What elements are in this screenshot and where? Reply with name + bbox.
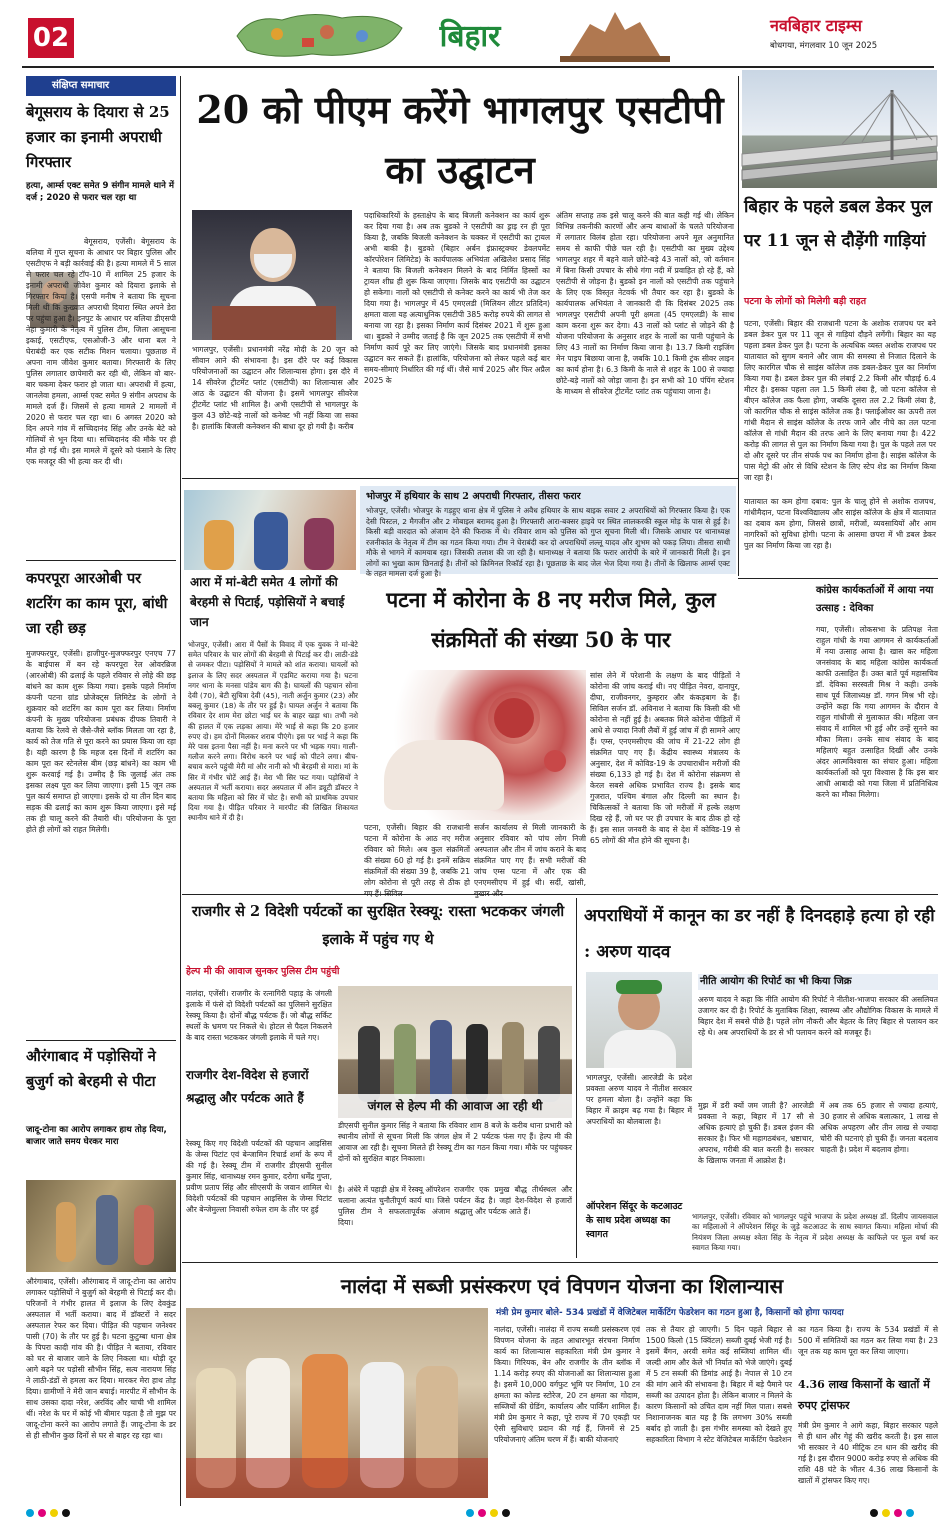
arun-headline: अपराधियों में कानून का डर नहीं है दिनदहाड़े हत्या हो रही : अरुण यादव <box>584 906 935 962</box>
corona-photo <box>364 670 586 820</box>
bihar-map-illustration <box>232 6 407 62</box>
nalanda-col-3b: मंत्री प्रेम कुमार ने आगे कहा, बिहार सरकार पहले से ही धान और गेहूं की खरीद करती है। इस साल भी सरकार ने 40 मीट्रिक टन धान की खरीद की गई है। इस दौरान 9000 करोड़ रुपए से अधिक की राशि 48 घंटे के भीतर 4.36 लाख किसानों के खातों में ट्रांसफर किए गए। <box>798 1421 938 1485</box>
arun-body-3: में अब तक 65 हजार से ज्यादा हत्याएं, 30 हजार से अधिक बलात्कार, 1 लाख से अधिक अपहरण और तीन लाख से ज्यादा चोरी की घटनाएं हो चुकी हैं। जनता बदलाव चाहती है। प्रदेश में बदलाव होगा। <box>820 1101 938 1154</box>
rajgir-headline: राजगीर से 2 विदेशी पर्यटकों का सुरक्षित रेस्क्यू: रास्ता भटककर जंगली इलाके में पहुंच गए थे <box>191 903 565 948</box>
page-number-box: 02 <box>28 18 74 58</box>
lead-col-1: पदाधिकारियों के हस्ताक्षेप के बाद बिजली कनेक्शन का कार्य शुरू कर दिया गया है। अब तक बुडको ने एसटीपी का ड्राइ रन ही पूरा किया है, जबकि बिजली कनेक्शन के चक्कर में एसटीपी का ट्रायल अभी बाकी है। बुडको (बिहार अर्बन इंफ्रास्ट्रक्चर डेवलपमेंट कॉरपोरेशन लिमिटेड) के कार्यपालक अभियंता अखिलेश प्रसाद सिंह ने बताया कि बिजली कनेक्शन मिलने के बाद निर्मित हिस्सों का ट्रायल शीघ्र ही शुरू किया जाएगा। जिसके बाद एसटीपी का उद्घाटन हो सकेगा। नालों को एसटीपी से कनेक्ट करने का कार्य भी तेज कर दिया गया है। भागलपुर में 45 एमएलडी (मिलियन लीटर प्रतिदिन) क्षमता वाला यह अत्याधुनिक एसटीपी 385 करोड़ रुपये की लागत से बनाया जा रहा है। इसका निर्माण कार्य दिसंबर 2021 में शुरू हुआ था। बुडको ने उम्मीद जताई है कि जून 2025 तक एसटीपी में सभी निर्माण कार्य पूरे कर लिए जाएंगे। जिसके बाद प्रधानमंत्री इसका उद्घाटन कर सकते हैं। हालांकि, परियोजना को लेकर पहले कई बार समय-सीमाएं निर्धारित की गई थीं। जैसे मार्च 2025 और फिर अप्रैल 2025 के <box>364 211 550 385</box>
bridge-headline: बिहार के पहले डबल डेकर पुल पर 11 जून से दौड़ेंगी गाड़ियां <box>744 197 932 251</box>
bhojpur-body: भोजपुर, एजेंसी। भोजपुर के गड़हुए थाना क्षेत्र में पुलिस ने अवैध हथियार के साथ बाइक सवार 2 अपराधियों को गिरफ्तार किया है। एक देसी पिस्टल, 2 मैगजीन और 2 मोबाइल बरामद हुआ है। गिरफ्तारी आरा-बक्सर हाइवे पर स्थित लालकरकी स्कूल मोड़ के पास से हुई है। किसी बड़ी वारदात को अंजाम देने की फिराक में थे। रविवार शाम को पुलिस को गुप्त सूचना मिली थी। जिसके आधार पर थानाध्यक्ष रजनीकांत के नेतृत्व में टीम का गठन किया गया। टीम ने घेराबंदी कर दो अपराधियों लल्लू यादव और शुभम को पकड़ लिया। तीसरा साथी मौके से भागने में कामयाब रहा। जिसकी तलाश की जा रही है। थानाध्यक्ष ने बताया कि फरार आरोपी के बारे में जानकारी मिली है। इन लोगों का भुखा काम छिनताई है। तीनों को क्रिमिनल रिकॉर्ड रहा है। पूछताछ के बाद जेल भेज दिया गया है। तीनों के खिलाफ आर्म्स एक्ट के तहत मामला दर्ज हुआ है। <box>366 506 730 578</box>
arun-subhead: नीति आयोग की रिपोर्ट का भी किया जिक्र <box>698 974 938 990</box>
rajgir-body: नालंदा, एजेंसी। राजगीर के रत्नागिरी पहाड़ के जंगली इलाके में फंसे दो विदेशी पर्यटकों का पुलिसने सुरक्षित रेस्क्यू किया है। दोनों बौद्ध पर्यटक हैं। जो बौद्ध सर्किट स्थलों के भ्रमण पर निकले थे। होटल से पैदल निकलने के बाद रास्ता भटककर जंगली इलाके में चले गए। <box>186 989 332 1042</box>
newspaper-name: नवबिहार टाइम्स <box>770 16 862 35</box>
nalanda-subhead: मंत्री प्रेम कुमार बोले- 534 प्रखंडों में वेजिटेबल मार्केटिंग फेडरेशन का गठन हुआ है, किसानों को होगा फायदा <box>496 1308 844 1318</box>
rajgir-photo <box>338 986 572 1118</box>
lead-photo-modi <box>192 210 352 340</box>
nalanda-photo <box>186 1308 488 1498</box>
rajgir-body-5: राजगीर एक प्रमुख बौद्ध तीर्थस्थल और पर्यटन केंद्र है। जहां देश-विदेश से हजारों श्रद्धालु और पर्यटक आते हैं। <box>454 1185 572 1216</box>
congress-body: गया, एजेंसी। लोकसभा के प्रतिपक्ष नेता राहुल गांधी के गया आगमन से कार्यकर्ताओं में नया उत्साह आया है। खास कर महिला जनसंवाद के बाद महिला कांग्रेस कार्यकर्ता काफी उत्साहित हैं। उक्त बातें पूर्व महासचिव डॉ. देविका सरस्वती मिश्र ने कही। उनके साथ पूर्व जिलाध्यक्ष डॉ. गगन मिश्र भी रहे। उन्होंने कहा कि गया आगमन के दौरान वे राहुल गांधीजी से मुलाकात की। महिला जन संवाद में शामिल भी हुई और उन्हें सुनने का मौका मिला। उनके साथ संवाद के बाद महिलाएं बहुत उत्साहित दिखीं और उनके अंदर आत्मविश्वास का संचार हुआ। महिला कार्यकर्ताओं को पूरा विश्वास है कि इस बार आधी आबादी को गया जिला में प्रतिनिधित्व करने का मौका मिलेगा। <box>816 625 938 799</box>
sidebar-3-subhead: जादू-टोना का आरोप लगाकर हाथ तोड़ दिया, बाजार जाते समय घेरकर मारा <box>26 1125 167 1147</box>
sidebar-3-body: औरंगाबाद, एजेंसी। औरंगाबाद में जादू-टोना का आरोप लगाकर पड़ोसियों ने बुजुर्ग को बेरहमी से पिटाई कर दी। परिजनों ने गंभीर हालत में इलाज के लिए देवकुंड अस्पताल में भर्ती कराया। बाद में डॉक्टरों ने सदर अस्पताल रेफर कर दिया। पीड़ित की पहचान जनेश्वर पासी (70) के तौर पर हुई है। घटना कुटुम्बा थाना क्षेत्र के पिपरा कादी गांव की है। पीड़ित ने बताया, रविवार को घर से बाजार जाने के लिए निकला था। थोड़ी दूर आगे बढ़ने पर पड़ोसी सौभीन सिंह, सत्य नारायण सिंह ने लाठी-डंडों से हमला कर दिया। मारकर मेरा हाथ तोड़ दिया। ग्रामीणों ने मेरी जान बचाई। मारपीट में सौभीन के साथ उसका दादा नरेश, अरविंद और चाची भी शामिल थीं। नरेश के घर में कोई भी बीमार पड़ता है तो मुझ पर जादू-टोना करने का आरोप लगाते हैं। जादू-टोना के डर से ही सौभीन कुछ दिनों से घर से बाहर रह रहा था। <box>26 1277 176 1440</box>
arun-body-2: मुझ में डरी क्यों जम जाती है? आरजेडी प्रवक्ता ने कहा, बिहार में 17 सौ से अधिक हत्याएं हो चुकी हैं। डबल इंजन की सरकार है। फिर भी महागठबंधन, भ्रष्टाचार, अपराध, गरीबी की बात करती है। सरकार के खिलाफ जनता में आक्रोश है। <box>698 1101 814 1165</box>
bridge-body: पटना, एजेंसी। बिहार की राजधानी पटना के अशोक राजपथ पर बने डबल डेकर पुल पर 11 जून से गाड़ियां दौड़ने लगेंगी। बिहार का यह पहला डबल डेकर पुल है। पटना के अत्यधिक व्यस्त अशोक राजपथ पर यातायात को सुगम बनाने और जाम की समस्या से निजात दिलाने के लिए कारगिल चौक से साइंस कॉलेज तक डबल-डेकर पुल का निर्माण किया गया है। डबल डेकर पुल की लंबाई 2.2 किमी और चौड़ाई 6.4 मीटर है। इसका पहला तल 1.5 किमी लंबा है, जो पटना कॉलेज से बीएन कॉलेज तक फैला होगा, जबकि दूसरा तल 2.2 किमी लंबा है, जो कारगिल चौक से साइंस कॉलेज तक है। फ्लाईओवर का ऊपरी तल गांधी मैदान से साइंस कॉलेज के तरफ जाने और नीचे का तल पटना कॉलेज से गांधी मैदान की तरफ आने के लिए बनाया गया है। 422 करोड़ की लागत से पुल का निर्माण किया गया है। पुल के पहले तल पर दो और दूसरे पर तीन संपर्क पथ का निर्माण होना है। साइंस कॉलेज के पास मेट्रो की ओर से विधि स्टेशन के लिए स्टेप शेड का निर्माण किया जा रहा है। <box>744 319 936 482</box>
lead-photo-caption: भागलपुर, एजेंसी। प्रधानमंत्री नरेंद्र मोदी के 20 जून को सीवान आने की संभावना है। इस दौरे पर कई विकास परियोजनाओं का उद्घाटन और शिलान्यास होगा। इस दौरे में 14 सीवरेज ट्रीटमेंट प्लांट (एसटीपी) का शिलान्यास और आठ के उद्घाटन की योजना है। इसमें भागलपुर सीवरेज ट्रीटमेंट प्लांट भी शामिल है। अभी एसटीपी से भागलपुर के कुल 43 छोटे-बड़े नालों को कनेक्ट भी नहीं किया जा सका है। हालांकि बिजली कनेक्शन की बाधा दूर हो गयी है। करीब <box>192 345 358 431</box>
bhojpur-box <box>360 486 736 578</box>
arun-photo-caption: भागलपुर, एजेंसी। आरजेडी के प्रदेश प्रवक्ता अरुण यादव ने नीतीश सरकार पर हमला बोला है। उन्होंने कहा कि बिहार में क्राइम बढ़ गया है। बिहार में अपराधियों का बोलबाला है। <box>586 1073 692 1126</box>
bridge-body-2: यातायात का कम होगा दबाव: पुल के चालू होने से अशोक राजपथ, गांधीमैदान, पटना विश्वविद्यालय और साइंस कॉलेज के क्षेत्र में यातायात का दबाव कम होगा, जिससे छात्रों, मरीजों, व्यवसायियों और आम नागरिकों को सुविधा होगी। पटना के आसमा छपरा में भी डबल डेकर पुल का निर्माण किया जा रहा है। <box>744 497 936 550</box>
arun-body-1: अरुण यादव ने कहा कि नीति आयोग की रिपोर्ट ने नीतीश-भाजपा सरकार की असलियत उजागर कर दी है। रिपोर्ट के मुताबिक शिक्षा, स्वास्थ्य और औद्योगिक विकास के मामले में बिहार देश में सबसे पीछे है। पहले लोग नौकरी और बेहतर के लिए बिहार से पलायन कर रहे थे। अब अपराधियों के डर से भी पलायन करने को मजबूर हैं। <box>698 995 938 1037</box>
sidebar-3-headline: औरंगाबाद में पड़ोसियों ने बुजुर्ग को बेरहमी से पीटा <box>26 1048 156 1090</box>
rajgir-body-4: है। अंधेरे में पहाड़ी क्षेत्र में रेस्क्यू ऑपरेशन चलाना अत्यंत चुनौतीपूर्ण कार्य था। जिसे पुलिस टीम ने सफलतापूर्वक अंजाम दिया। <box>338 1185 450 1227</box>
rajgir-body-3: डीएसपी सुनील कुमार सिंह ने बताया कि रविवार शाम 8 बजे के करीब थाना प्रभारी को स्थानीय लोगों से सूचना मिली कि जंगल क्षेत्र में 2 पर्यटक फंस गए हैं। हेल्प मी की आवाज आ रही है। सूचना मिलते ही रेस्क्यू टीम का गठन किया गया। मौके पर पहुंचकर दोनों को सुरक्षित बाहर निकाला। <box>338 1121 572 1163</box>
corona-headline: पटना में कोरोना के 8 नए मरीज मिले, कुल संक्रमितों की संख्या 50 के पार <box>386 587 716 652</box>
sindoor-body: भागलपुर, एजेंसी। रविवार को भागलपुर पहुंचे भाजपा के प्रदेश अध्यक्ष डॉ. दिलीप जायसवाल का महिलाओं ने ऑपरेशन सिंदूर के जुड़े कटआउट के साथ स्वागत किया। महिला मोर्चा की नियंत्रण जिला अध्यक्ष श्वेता सिंह के नेतृत्व में प्रदेश अध्यक्ष के काफिले पर फूल वर्षा कर स्वागत किया गया। <box>692 1212 938 1253</box>
rajgir-body-2: रेस्क्यू किए गए विदेशी पर्यटकों की पहचान आइसिस के जेम्स पिटांट एवं बेन्जामिन रिचार्ड शर्मा के रूप में की गई है। रेस्क्यू टीम में राजगीर डीएसपी सुनील कुमार सिंह, थानाध्यक्ष रमन कुमार, दरोगा धर्मेंद्र गुप्ता, प्रवीण प्रताप सिंह और सीएसपी के जवान शामिल थे। विदेशी पर्यटकों की पहचान आइसिस के जेम्स पिटांट और बेन्जेमुल्ला निवासी रुफेल राम के तौर पर हुई <box>186 1139 332 1214</box>
nalanda-col-2: तक से तैयार हो जाएगी। 5 दिन पहले बिहार से 1500 किलो (15 क्विंटल) सब्जी दुबई भेजी गई है। इसमें बैंगन, अरवी समेत कई सब्जियां शामिल थीं। जल्दी आम और केले भी निर्यात को भेजे जाएंगे। दुबई में 5 टन सब्जी की डिमांड आई है। नेपाल से 10 टन की मांग आने की संभावना है। बिहार में बड़े पैमाने पर सब्जी का उत्पादन होता है। लेकिन बाजार न मिलने के कारण किसानों को उचित दाम नहीं मिल पाता। सबसे निशानाजनक बात यह है कि लगभग 30% सब्जी बर्बाद हो जाती है। इस गंभीर समस्या को देखते हुए सहकारिता विभाग ने स्टेट वेजिटेबल मार्केटिंग फेडरेशन <box>646 1325 792 1444</box>
lead-headline: 20 को पीएम करेंगे भागलपुर एसटीपी का उद्घाटन <box>196 87 724 192</box>
rajgir-subhead-2: राजगीर देश-विदेश से हजारों श्रद्धालु और पर्यटक आते हैं <box>186 1068 309 1105</box>
sindoor-headline: ऑपरेशन सिंदूर के कटआउट के साथ प्रदेश अध्यक्ष का स्वागत <box>586 1201 683 1240</box>
sidebar-3-photo <box>26 1180 176 1272</box>
sidebar-1-headline: बेगूसराय के दियारा से 25 हजार का इनामी अपराधी गिरफ्तार <box>26 103 170 171</box>
ara-photo <box>184 490 356 570</box>
ara-headline: आरा में मां-बेटी समेत 4 लोगों की बेरहमी से पिटाई, पड़ोसियों ने बचाई जान <box>190 575 345 629</box>
statue-illustration <box>560 4 670 62</box>
bhojpur-headline: भोजपुर में हथियार के साथ 2 अपराधी गिरफ्तार, तीसरा फरार <box>366 491 581 502</box>
issue-date: बोधगया, मंगलवार 10 जून 2025 <box>770 41 878 51</box>
nalanda-headline: नालंदा में सब्जी प्रसंस्करण एवं विपणन योजना का शिलान्यास <box>340 1274 784 1298</box>
arun-photo <box>586 972 692 1068</box>
corona-col-1: पटना, एजेंसी। बिहार की राजधानी पटना में कोरोना के आठ नए मरीज रविवार को मिले। अब कुल संक्रमितों की संख्या 60 हो गई है। इनमें सक्रिय संक्रमितों की संख्या 39 है, जबकि 21 लोग कोरोना से पूरी तरह से ठीक हो <box>364 823 470 887</box>
section-title: बिहार <box>439 19 501 54</box>
registration-marks <box>20 1504 925 1516</box>
sidebar-2-headline: कपरपूरा आरओबी पर शटरिंग का काम पूरा, बांधी जा रही छड़ <box>26 570 168 637</box>
sidebar-1-subhead: हत्या, आर्म्स एक्ट समेत 9 संगीन मामले थाने में दर्ज ; 2020 से फरार चल रहा था <box>26 181 175 203</box>
congress-headline: कांग्रेस कार्यकर्ताओं में आया नया उत्साह : देविका <box>816 585 934 614</box>
nalanda-subhead-2: 4.36 लाख किसानों के खातों में रुपए ट्रांसफर <box>798 1378 930 1412</box>
nalanda-col-3: का गठन किया है। राज्य के 534 प्रखंडों में से 500 में समितियों का गठन कर लिया गया है। 23 जून तक यह काम पूरा कर लिया जाएगा। <box>798 1325 938 1356</box>
rajgir-photo-overlay: जंगल से हेल्प मी की आवाज आ रही थी <box>338 1094 572 1118</box>
corona-col-2: सर्जन कार्यालय से मिली जानकारी के अनुसार रविवार को पांच लोग निजी अस्पताल और तीन में जांच कराने के बाद संक्रमित पाए गए हैं। सभी मरीजों की जांच एम्स पटना में और एक की एनएमसीएच में हुई थी। सर्दी, खांसी, <box>474 823 586 887</box>
lead-col-2: अंतिम सप्ताह तक इसे चालू करने की बात कही गई थी। लेकिन विभिन्न तकनीकी कारणों और अन्य बाधाओं के चलते परियोजना में लगातार विलंब होता रहा। परियोजना अपने मूल अनुमानित समय से काफी पीछे चल रही है। एसटीपी का मुख्य उद्देश्य भागलपुर शहर में बहने वाले छोटे-बड़े 43 नालों को, जो वर्तमान में बिना किसी उपचार के सीधे गंगा नदी में प्रवाहित हो रहे हैं, को एसटीपी से जोड़ना है। बुडको इन नालों को एसटीपी तक पहुंचाने के लिए एक विस्तृत नेटवर्क भी तैयार कर रहा है। बुडको के कार्यपालक अभियंता ने जानकारी दी कि दिसंबर 2025 तक भागलपुर एसटीपी अपनी पूरी क्षमता (45 एमएलडी) के साथ काम करना शुरू कर देगा। 43 नालों को प्लांट से जोड़ने की है योजना परियोजना के अनुसार शहर के नालों का पानी पहुंचाने के लिए 43 नालों का निर्माण किया जाना है। 13.7 किमी राइजिंग मेन पाइप बिछाया जाना है, जबकि 10.1 किमी ट्रंक सीवर लाइन का कार्य होना है। 6.3 किमी के नाले से शहर के 100 से ज्यादा छोटे-बड़े नालों को जोड़ा जाना है। इन सभी को 10 पंपिंग स्टेशन के माध्यम से सीवरेज ट्रीटमेंट प्लांट तक पहुंचाया जाना है। <box>556 211 734 396</box>
sidebar-2-body: मुजफ्फरपुर, एजेंसी। हाजीपुर-मुजफ्फरपुर एनएच 77 के बाईपास में बन रहे कपरपूरा रेल ओवरब्रिज (आरओबी) की ढलाई के पहले रविवार से लोहे की छड़ बांधने का काम शुरू किया गया। इसके पहले निर्माण कंपनी पटना ग्रांड प्रोजेक्ट्स लिमिटेड के लोगों ने शुक्रवार को शटरिंग का काम पूरा कर लिया। निर्माण कंपनी के मुख्य परियोजना प्रबंधक दीपक तिवारी ने बताया कि रेलवे से जैसे-जैसे ब्लॉक मिलता जा रहा है, कार्य को तेज गति से पूरा करने का प्रयास किया जा रहा है। यही कारण है कि महज दस दिनों में शटरिंग का काम पूरा कर स्टेनलेस बीम (छड़ बांधने) का काम भी शुरू करवाई गई है। उम्मीद है कि जुलाई अंत तक इसका लक्ष्य पूरा कर लिया जाएगा। इसी 15 जून तक पुल कार्य समाप्त हो जाएगा। इसके दो या तीन दिन बाद सड़क की ढलाई का काम शुरू किया जाएगा। इसे मई तक ही चालू करने की तैयारी थी। परियोजना के पूरा होते ही लोगों को राहत मिलेगी। <box>26 649 176 834</box>
sidebar-1-body: बेगूसराय, एजेंसी। बेगूसराय के बलिया में गुप्त सूचना के आधार पर बिहार पुलिस और एसटीएफ ने बड़ी कार्रवाई की है। हत्या मामले में 5 साल से फरार चल रहे टॉप-10 में शामिल 25 हजार के इनामी अपराधी जीवेश कुमार को दियारा इलाके से गिरफ्तार किया है। एसपी मनीष ने बताया कि सूचना मिली थी कि कुख्यात अपराधी दियारा स्थित अपने डेरा पर पहुंचा हुआ है। इनपुट के आधार पर बलिया डीएसपी नेहा कुमारी के नेतृत्व में पुलिस टीम, जिला आसूचना इकाई, एसटीएफ, एसओजी-3 और थाना बल ने घेराबंदी कर एक सटीक मिशन चलाया। पूछताछ में अपना नाम जीवेश कुमार बताया। गिरफ्तारी के लिए पुलिस लगातार छापेमारी कर रही थी, लेकिन वो बार-बार चकमा देकर फरार हो जाता था। अपराधी में हत्या, जानलेवा हमला, आर्म्स एक्ट समेत 9 संगीन अपराध के मामले दर्ज हैं। जिसमें से हत्या मामले 2 मामलों में 2020 से फरार चल रहा था। 6 अगस्त 2020 को दिन अपने गांव में सच्चिदानंद सिंह और उनके बेटे को गोलियों से भून दिया था। सच्चिदानंद की मौके पर ही मौत हो गई थी। इस मामले में दूसरे को फंसाने के लिए एक मजदूर की भी हत्या कर दी थी। <box>26 237 176 466</box>
masthead <box>0 0 945 66</box>
nalanda-col-1: नालंदा, एजेंसी। नालंदा में राज्य सब्जी प्रसंस्करण एवं विपणन योजना के तहत आधारभूत संरचना निर्माण कार्य का शिलान्यास सहकारिता मंत्री प्रेम कुमार ने किया। गिरियक, बेन और राजगीर के तीन ब्लॉक में 1.14 करोड़ रुपए की योजनाओं का शिलान्यास हुआ है। इसमें 10,000 वर्गफुट भूमि पर निर्माण, 10 टन क्षमता का कोल्ड स्टोरेज, 20 टन क्षमता का गोदाम, सब्जियों की ग्रेडिंग, कार्यालय और पार्किंग शामिल हैं। मंत्री प्रेम कुमार ने कहा, पूरे राज्य में 70 एकड़ी पर ऐसी सुविधाएं प्रदान की गई हैं, जिनमें से 25 परियोजनाएं अंतिम चरण में हैं। बाकी योजनाएं <box>494 1325 640 1444</box>
sidebar-tag: संक्षिप्त समाचार <box>26 76 176 96</box>
rajgir-subhead: हेल्प मी की आवाज सुनकर पुलिस टीम पहुंची <box>186 966 340 977</box>
bridge-subhead: पटना के लोगों को मिलेगी बड़ी राहत <box>744 296 867 307</box>
ara-body: भोजपुर, एजेंसी। आरा में पैसों के विवाद में एक युवक ने मां-बेटे समेत परिवार के चार लोगों की बेरहमी से पिटाई कर दी। लाठी-डंडे से जमकर पीटा। पड़ोसियों ने मामले को शांत कराया। घायलों को इलाज के लिए सदर अस्पताल में एडमिट कराया गया है। घटना नगर थाना के मनसा पांडेय बाग की है। घायलों की पहचान सोना देवी (70), बेटी सुचित्रा देवी (45), नाती अर्जुन कुमार (23) और बबलू कुमार (18) के तौर पर हुई है। घायल अर्जुन ने बताया कि रविवार देर शाम मेरा छोटा भाई घर के बाहर खड़ा था। तभी नशे की हालत में एक लड़का आया। मेरे भाई से कहा कि 20 हजार रुपए दो। हम दोनों मिलकर शराब पीएंगे। इस पर भाई ने कहा कि मेरे पास इतना पैसा नहीं है। मना करने पर भी भड़क गया। गाली-गलौज करने लगा। विरोध करने पर भाई को पीटने लगा। बीच-बचाव करने पहुंची मेरी मां और नानी को भी बेरहमी से मारा। मां के सिर में गंभीर चोटें आई हैं। मेरा भी सिर फट गया। पड़ोसियों ने अस्पताल में भर्ती कराया। सदर अस्पताल में ऑन ड्यूटी डॉक्टर ने बताया कि महिला को सिर में चोट है। सभी को प्राथमिक उपचार दिया गया है। पीड़ित परिवार ने मारपीट की लिखित शिकायत स्थानीय थाने में दी है। <box>188 640 358 823</box>
bridge-photo <box>742 70 937 188</box>
corona-col-3: सांस लेने में परेशानी के लक्षण के बाद पीड़ितों ने कोरोना की जांच कराई थी। नए पीड़ित नेवरा, दानापुर, दीघा, राजीवनगर, कुम्हरार और कंकड़बाग के हैं। सिविल सर्जन डॉ. अविनाश ने बताया कि किसी की भी कोरोना से नहीं हुई है। अबतक मिले कोरोना पीड़ितों में आधे से ज्यादा निजी लैबों में हुई जांच में ही सामने आए हैं। एम्स, एनएमसीएच की जांच में 21-22 लोग ही संक्रमित पाए गए हैं। केंद्रीय स्वास्थ्य मंत्रालय के अनुसार, देश में कोविड-19 के उपचाराधीन मरीजों की संख्या 6,133 हो गई है। देश में कोरोना संक्रमण से केरल सबसे अधिक प्रभावित राज्य है। इसके बाद गुजरात, पश्चिम बंगाल और दिल्ली का स्थान है। चिकित्सकों ने बताया कि जो मरीजों में हल्के लक्षण दिख रहे हैं, जो घर पर ही उपचार के बाद ठीक हो रहे हैं। इस साल जनवरी के बाद से देश में कोविड-19 से 65 लोगों की मौत होने की सूचना है। <box>590 671 740 845</box>
